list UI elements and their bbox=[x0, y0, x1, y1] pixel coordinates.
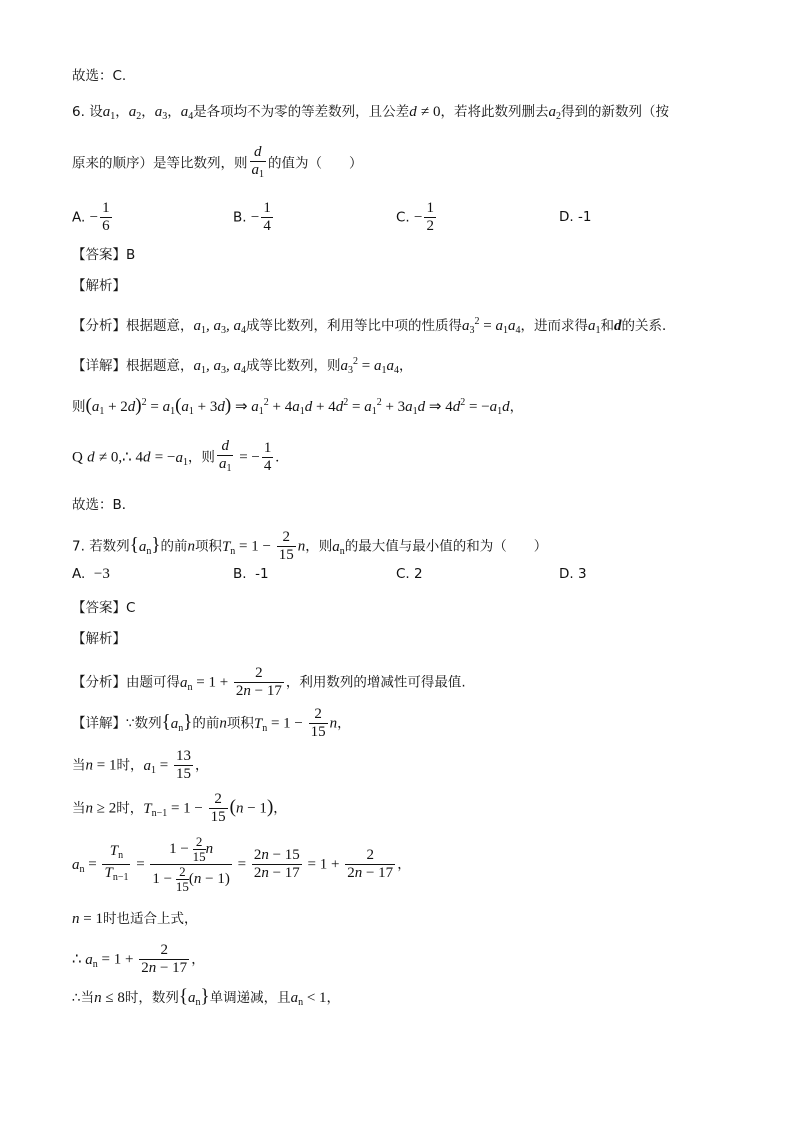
q6-number: 6. bbox=[72, 104, 85, 120]
q6-option-d: D. -1 bbox=[559, 209, 592, 225]
q7-analysis-tag: 【解析】 bbox=[72, 631, 126, 647]
q7-answer bbox=[72, 598, 135, 618]
q6-derivation-step: 则$(a_1 + 2d)^2 = a_1(a_1 + 3d)$ ⇒ $a_1^2 + 4a_1d + 4d^2 = a_1^2 + 3a_1d$ ⇒ $4d^2 = -a_1d$， bbox=[72, 395, 524, 417]
q7-option-d: D. 3 bbox=[559, 566, 587, 582]
q6-conclusion: 故选：B． bbox=[72, 497, 136, 513]
q6-fenxi: 【分析】根据题意，$a_1$, $a_3$, $a_4$成等比数列，利用等比中项的性质得$a_3^2 = a_1a_4$，进而求得$a_1$和d的关系． bbox=[72, 316, 676, 336]
answer-tag: 【答案】 bbox=[72, 600, 126, 616]
q6-stem-line1: 6. 设$a_1$，$a_2$，$a_3$，$a_4$是各项均不为零的等差数列，且公差d ≠ 0，若将此数列删去$a_2$得到的新数列（按 bbox=[72, 104, 669, 122]
q7-case-n1: 当n = 1时，$a_1$ = $\frac{13}{15}$ ， bbox=[72, 748, 209, 782]
q6-stem-text: 得到的新数列（按 bbox=[560, 104, 669, 120]
q6-option-b: B. − $\frac{1}{4}$ bbox=[233, 200, 271, 234]
q7-monotonic: ∴当n ≤ 8时，数列$\{a_n\}$单调递减，且$a_n < 1$， bbox=[72, 986, 341, 1008]
q7-option-a: A. −3 bbox=[72, 566, 110, 582]
q6-option-c: C. − $\frac{1}{2}$ bbox=[396, 200, 434, 234]
q6-stem-text: 的值为（ ） bbox=[268, 155, 363, 172]
q6-answer bbox=[72, 245, 135, 265]
q6-stem-text: 原来的顺序）是等比数列，则 bbox=[72, 155, 248, 172]
q7-stem: 7. 若数列$\{a_n\}$的前n项积$T_n = 1$ − $\frac{2}{15}$ n，则$a_n$的最大值与最小值的和为（ ） bbox=[72, 529, 548, 563]
q6-result: Q d ≠ 0,∴ $4d = -a_1$，则 $\frac{d}{a_1}$ = − $\frac{1}{4}$ . bbox=[72, 438, 279, 477]
q6-xiangjie: 【详解】根据题意，$a_1$, $a_3$, $a_4$成等比数列，则$a_3^2 = a_1a_4$， bbox=[72, 356, 413, 376]
q6-stem-text: 设 bbox=[89, 104, 103, 120]
q6-analysis-tag: 【解析】 bbox=[72, 278, 126, 294]
q6-stem-text: ，若将此数列删去 bbox=[440, 104, 549, 120]
q6-stem-line2 bbox=[72, 144, 363, 183]
q7-an-result: ∴ $a_n = 1$ + $\frac{2}{2n - 17}$ ， bbox=[72, 942, 205, 976]
answer-value: B bbox=[126, 247, 136, 263]
q7-case-n2: 当n ≥ 2时，$T_{n-1} = 1$ − $\frac{2}{15}$ (n − 1)， bbox=[72, 791, 287, 825]
d-over-a1-fraction: $\frac{d}{a_1}$ bbox=[250, 144, 267, 183]
q7-fit: n = 1时也适合上式， bbox=[72, 911, 198, 927]
answer-tag: 【答案】 bbox=[72, 247, 126, 263]
q7-an-derivation: $a_n$ = $\frac{T_n}{T_{n-1}}$ = 1 − $\frac{2}{15}$ n 1 − $\frac{2}{15}$ (n − 1) = $\frac{2n - 15}{2n - 17}$ = 1 + $\frac{2}{2n - 17}$ ， bbox=[72, 834, 411, 894]
q7-number: 7. bbox=[72, 538, 85, 555]
q6-stem-text: 是各项均不为零的等差数列，且公差 bbox=[193, 104, 410, 120]
q7-option-b: B. -1 bbox=[233, 566, 269, 582]
answer-value: C bbox=[126, 600, 136, 616]
q6-option-a: A. − $\frac{1}{6}$ bbox=[72, 200, 110, 234]
q7-fenxi: 【分析】由题可得$a_n = 1$ + $\frac{2}{2n - 17}$ ，利用数列的增减性可得最值. bbox=[72, 665, 466, 699]
q7-xiangjie: 【详解】∵数列$\{a_n\}$的前n项积$T_n = 1$ − $\frac{2}{15}$ n， bbox=[72, 706, 351, 740]
q5-conclusion: 故选：C. bbox=[72, 68, 127, 84]
q7-option-c: C. 2 bbox=[396, 566, 423, 582]
